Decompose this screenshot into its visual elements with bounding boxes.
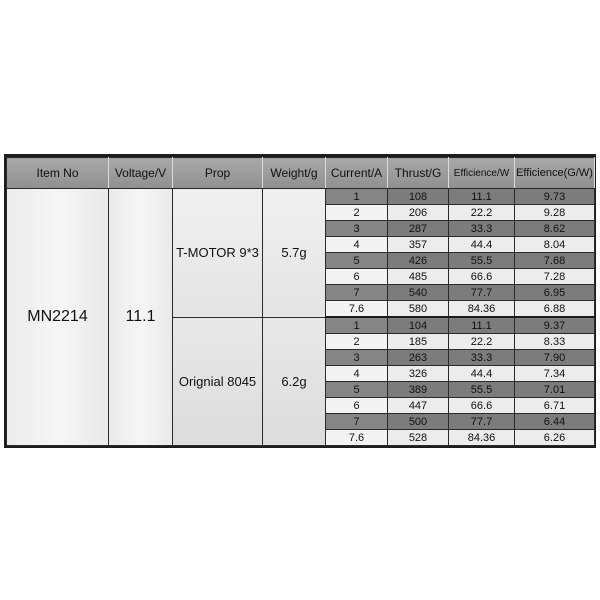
col-header-thrust: Thrust/G [388,158,449,189]
efficience-gw-cell: 7.68 [515,253,595,269]
efficience-gw-cell: 8.04 [515,237,595,253]
weight-cell: 6.2g [263,317,326,446]
col-header-prop: Prop [173,158,263,189]
efficience-gw-cell: 7.01 [515,382,595,398]
current-cell: 3 [326,221,388,237]
thrust-cell: 500 [388,414,449,430]
current-cell: 5 [326,253,388,269]
current-cell: 2 [326,334,388,350]
efficience-gw-cell: 7.34 [515,366,595,382]
current-cell: 6 [326,269,388,285]
current-cell: 7 [326,285,388,301]
current-cell: 5 [326,382,388,398]
current-cell: 7.6 [326,301,388,318]
current-cell: 4 [326,237,388,253]
current-cell: 1 [326,317,388,334]
thrust-cell: 580 [388,301,449,318]
col-header-item-no: Item No [7,158,109,189]
thrust-cell: 426 [388,253,449,269]
thrust-cell: 108 [388,189,449,205]
thrust-cell: 326 [388,366,449,382]
table-row [7,189,595,205]
current-cell: 7.6 [326,430,388,446]
efficience-gw-cell: 6.95 [515,285,595,301]
header-row [7,158,595,189]
efficience-w-cell: 66.6 [449,269,515,285]
thrust-cell: 528 [388,430,449,446]
thrust-cell: 185 [388,334,449,350]
efficience-gw-cell: 8.33 [515,334,595,350]
col-header-efficience-w: Efficience/W [449,158,515,189]
efficience-w-cell: 55.5 [449,253,515,269]
current-cell: 6 [326,398,388,414]
efficience-gw-cell: 7.90 [515,350,595,366]
efficience-gw-cell: 6.26 [515,430,595,446]
prop-cell: T-MOTOR 9*3 [173,189,263,318]
efficience-gw-cell: 9.73 [515,189,595,205]
thrust-cell: 287 [388,221,449,237]
table-body [7,189,595,446]
efficience-w-cell: 77.7 [449,285,515,301]
thrust-cell: 389 [388,382,449,398]
current-cell: 7 [326,414,388,430]
efficience-w-cell: 33.3 [449,221,515,237]
current-cell: 4 [326,366,388,382]
thrust-cell: 447 [388,398,449,414]
thrust-cell: 263 [388,350,449,366]
efficience-w-cell: 11.1 [449,189,515,205]
efficience-w-cell: 22.2 [449,205,515,221]
efficience-w-cell: 44.4 [449,237,515,253]
thrust-cell: 104 [388,317,449,334]
efficience-gw-cell: 6.71 [515,398,595,414]
efficience-gw-cell: 6.44 [515,414,595,430]
efficience-w-cell: 66.6 [449,398,515,414]
efficience-w-cell: 55.5 [449,382,515,398]
col-header-efficience-gw: Efficience(G/W) [515,158,595,189]
thrust-cell: 206 [388,205,449,221]
efficience-gw-cell: 8.62 [515,221,595,237]
current-cell: 2 [326,205,388,221]
efficience-w-cell: 84.36 [449,301,515,318]
efficience-gw-cell: 9.28 [515,205,595,221]
current-cell: 1 [326,189,388,205]
efficience-w-cell: 11.1 [449,317,515,334]
efficience-gw-cell: 7.28 [515,269,595,285]
col-header-weight: Weight/g [263,158,326,189]
voltage-cell: 11.1 [109,189,173,446]
item-no-cell: MN2214 [7,189,109,446]
thrust-cell: 540 [388,285,449,301]
col-header-voltage: Voltage/V [109,158,173,189]
efficience-gw-cell: 9.37 [515,317,595,334]
efficience-w-cell: 84.36 [449,430,515,446]
current-cell: 3 [326,350,388,366]
weight-cell: 5.7g [263,189,326,318]
col-header-current: Current/A [326,158,388,189]
prop-cell: Orignial 8045 [173,317,263,446]
efficience-w-cell: 77.7 [449,414,515,430]
thrust-cell: 485 [388,269,449,285]
efficience-w-cell: 44.4 [449,366,515,382]
motor-spec-table [6,157,595,446]
thrust-cell: 357 [388,237,449,253]
efficience-w-cell: 22.2 [449,334,515,350]
efficience-w-cell: 33.3 [449,350,515,366]
efficience-gw-cell: 6.88 [515,301,595,318]
